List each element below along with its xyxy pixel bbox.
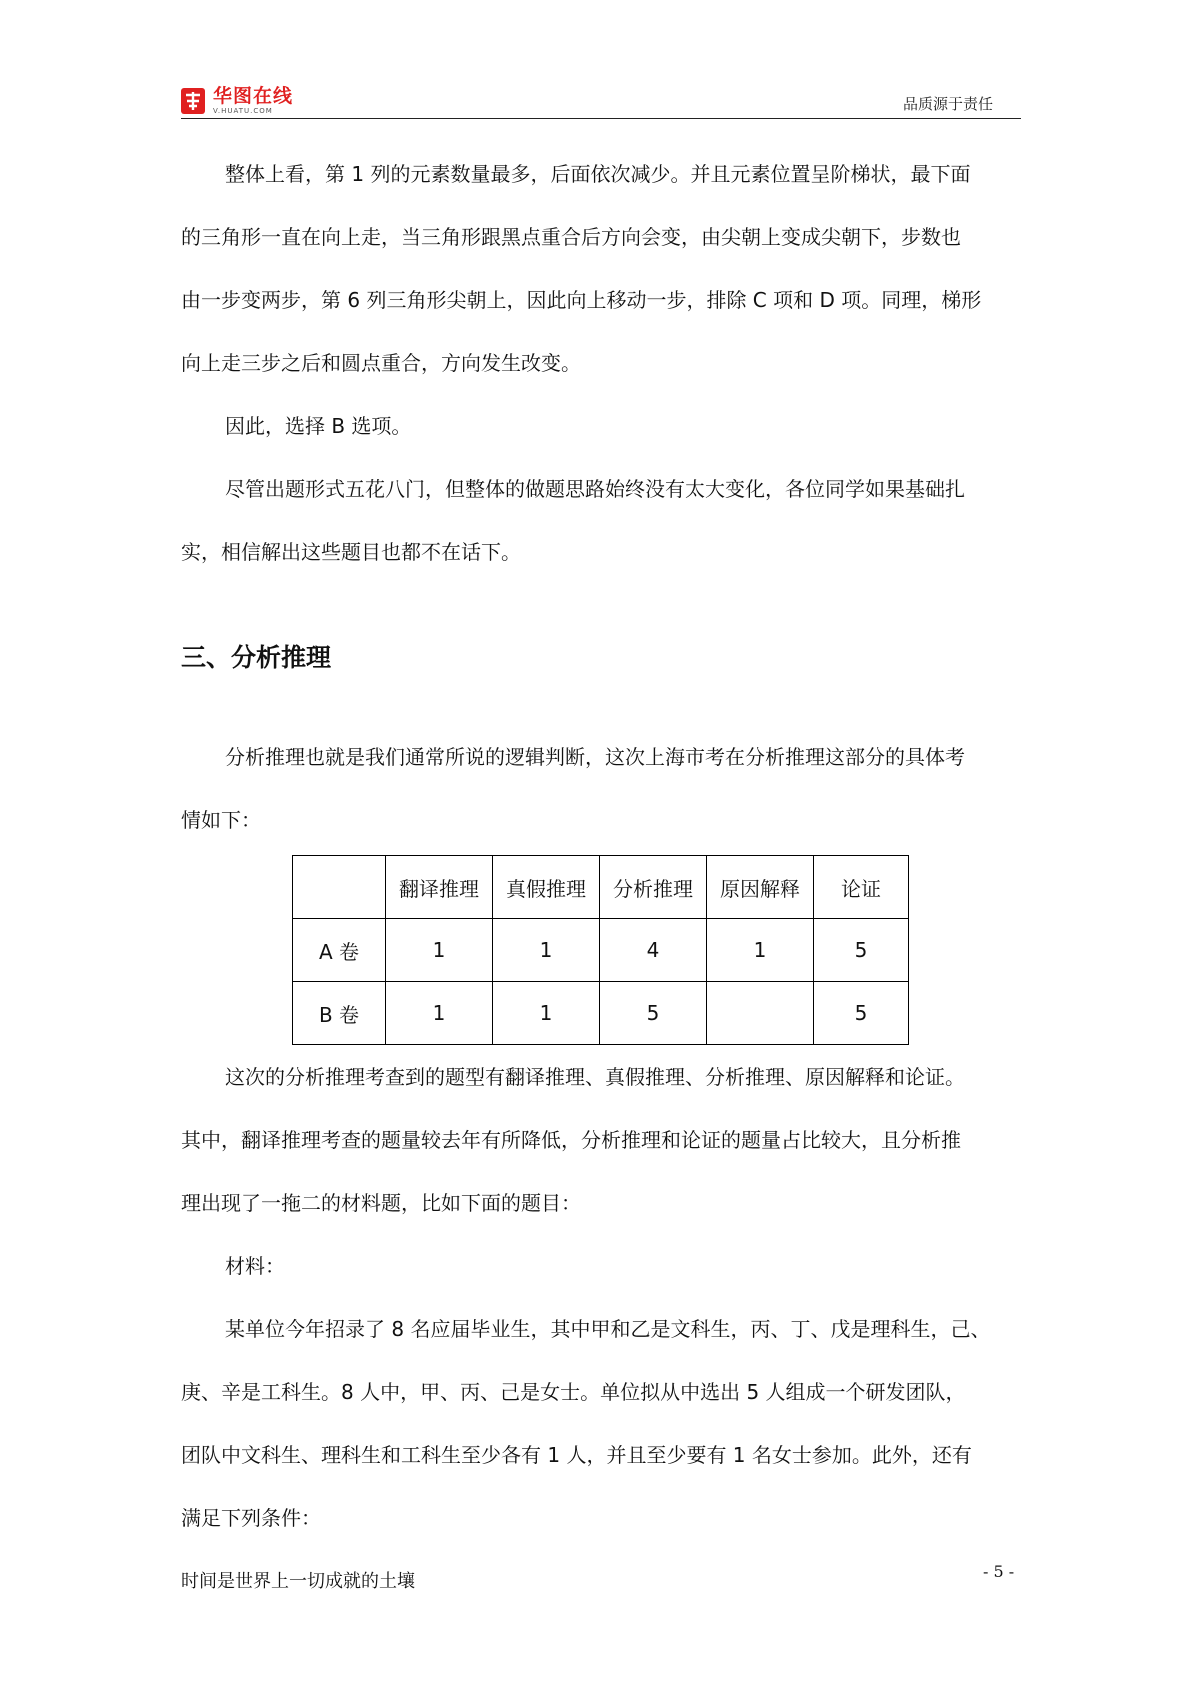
paragraph-line: 实，相信解出这些题目也都不在话下。 <box>181 540 521 564</box>
paragraph-line: 材料： <box>225 1254 285 1278</box>
paragraph-line: 分析推理也就是我们通常所说的逻辑判断，这次上海市考在分析推理这部分的具体考 <box>225 745 965 769</box>
table-cell: 1 <box>386 919 493 982</box>
table-row <box>293 919 909 982</box>
paragraph-line: 某单位今年招录了 8 名应届毕业生，其中甲和乙是文科生，丙、丁、戊是理科生，己、 <box>225 1317 991 1341</box>
paragraph-line: 因此，选择 B 选项。 <box>225 414 412 438</box>
exam-stats-table <box>292 855 909 1045</box>
table-cell <box>293 856 386 919</box>
table-cell: 1 <box>493 919 600 982</box>
paragraph-line: 尽管出题形式五花八门，但整体的做题思路始终没有太大变化，各位同学如果基础扎 <box>225 477 965 501</box>
table-header-cell: 论证 <box>814 856 909 919</box>
paragraph-line: 的三角形一直在向上走，当三角形跟黑点重合后方向会变，由尖朝上变成尖朝下，步数也 <box>181 225 961 249</box>
page-header <box>181 84 1021 119</box>
paragraph-line: 由一步变两步，第 6 列三角形尖朝上，因此向上移动一步，排除 C 项和 D 项。同理，梯形 <box>181 288 982 312</box>
table-cell: B 卷 <box>293 982 386 1045</box>
table-cell <box>707 982 814 1045</box>
table-header-cell: 翻译推理 <box>386 856 493 919</box>
table-cell: 5 <box>600 982 707 1045</box>
paragraph-line: 庚、辛是工科生。8 人中，甲、丙、己是女士。单位拟从中选出 5 人组成一个研发团队， <box>181 1380 966 1404</box>
table-cell: 1 <box>707 919 814 982</box>
huatu-logo <box>181 84 293 118</box>
paragraph-line: 满足下列条件： <box>181 1506 321 1530</box>
footer-slogan: 时间是世界上一切成就的土壤 <box>181 1571 415 1592</box>
huatu-logo-icon <box>181 88 205 114</box>
table-cell: 1 <box>493 982 600 1045</box>
paragraph-line: 这次的分析推理考查到的题型有翻译推理、真假推理、分析推理、原因解释和论证。 <box>225 1065 965 1089</box>
table-header-cell: 分析推理 <box>600 856 707 919</box>
page-number: - 5 - <box>983 1562 1015 1581</box>
logo-main-text: 华图在线 <box>213 85 294 107</box>
table-cell: 5 <box>814 919 909 982</box>
table-header-cell: 原因解释 <box>707 856 814 919</box>
paragraph-line: 向上走三步之后和圆点重合，方向发生改变。 <box>181 351 581 375</box>
paragraph-line: 理出现了一拖二的材料题，比如下面的题目： <box>181 1191 581 1215</box>
paragraph-line: 其中，翻译推理考查的题量较去年有所降低，分析推理和论证的题量占比较大，且分析推 <box>181 1128 961 1152</box>
paragraph-line: 整体上看，第 1 列的元素数量最多，后面依次减少。并且元素位置呈阶梯状，最下面 <box>225 162 971 186</box>
paragraph-line: 情如下： <box>181 808 261 832</box>
table-cell: 1 <box>386 982 493 1045</box>
table-header-row <box>293 856 909 919</box>
section-heading: 三、分析推理 <box>181 643 332 672</box>
table-cell: 5 <box>814 982 909 1045</box>
paragraph-line: 团队中文科生、理科生和工科生至少各有 1 人，并且至少要有 1 名女士参加。此外，还有 <box>181 1443 972 1467</box>
table-row <box>293 982 909 1045</box>
table-cell: 4 <box>600 919 707 982</box>
header-motto: 品质源于责任 <box>902 95 993 113</box>
table-cell: A 卷 <box>293 919 386 982</box>
table-header-cell: 真假推理 <box>493 856 600 919</box>
logo-sub-text: V.HUATU.COM <box>213 107 273 115</box>
